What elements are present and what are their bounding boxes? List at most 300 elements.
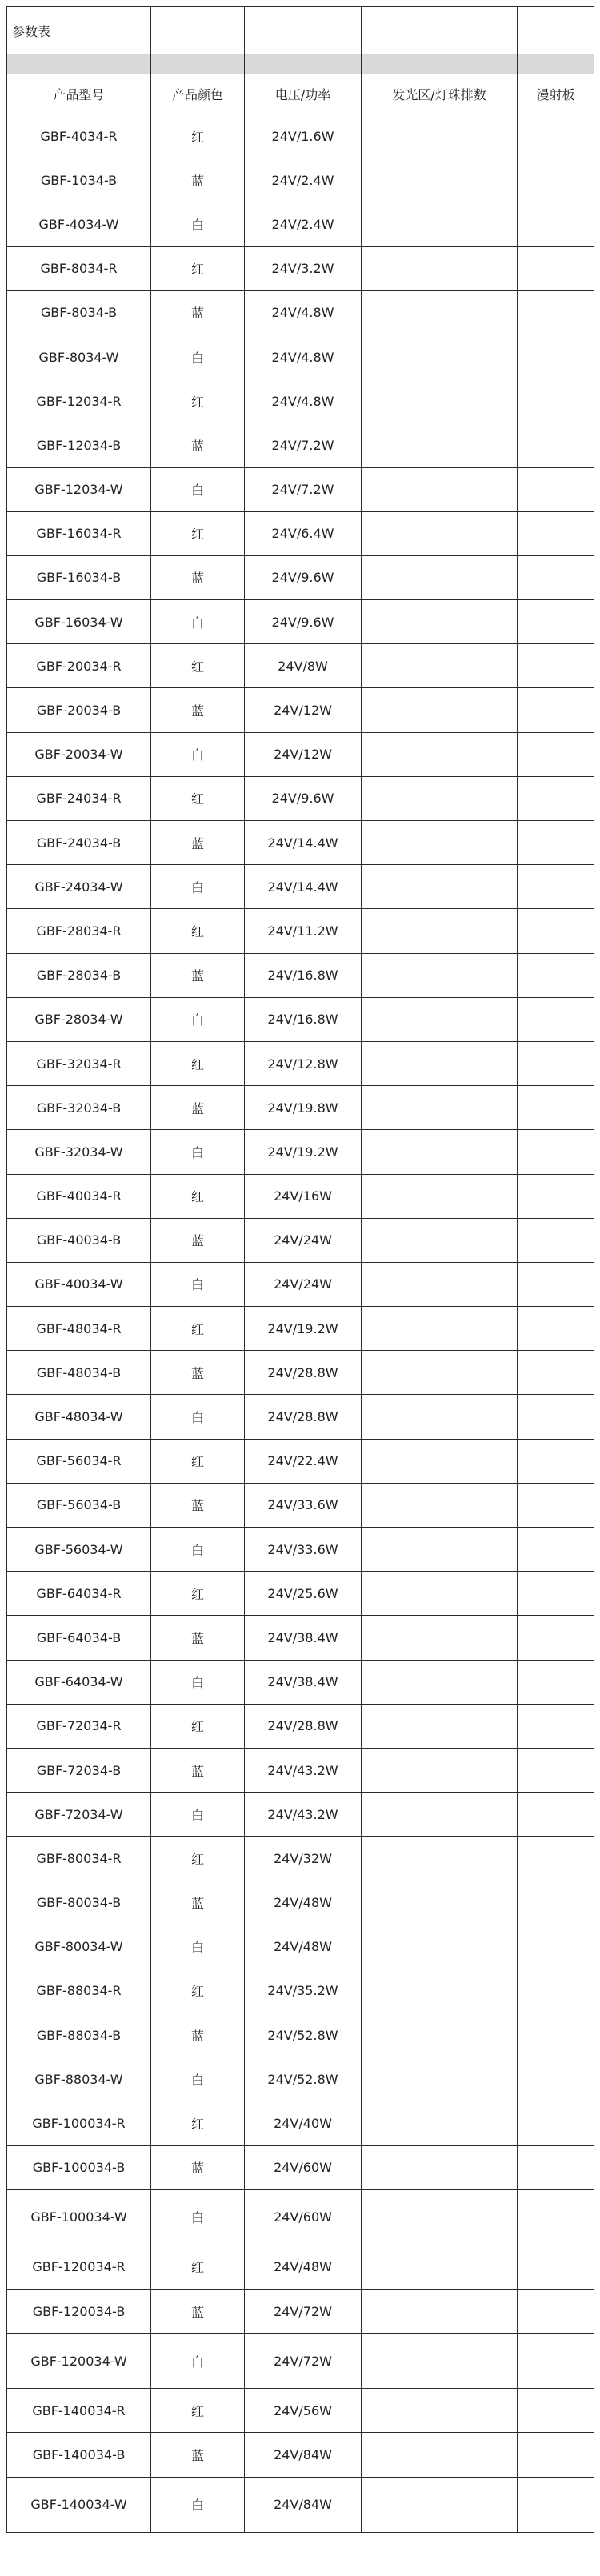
- cell-emitting-area: [362, 1262, 518, 1306]
- title-row-empty-cell: [362, 7, 518, 54]
- cell-color: 白: [151, 1925, 245, 1969]
- cell-color: 白: [151, 1793, 245, 1837]
- table-row: [7, 1395, 594, 1439]
- cell-voltage-power: 24V/2.4W: [245, 158, 362, 202]
- table-row: [7, 1483, 594, 1527]
- table-row: [7, 2389, 594, 2433]
- cell-emitting-area: [362, 1041, 518, 1085]
- cell-diffuser: [518, 246, 594, 290]
- table-row: [7, 246, 594, 290]
- cell-diffuser: [518, 997, 594, 1041]
- cell-color: 白: [151, 1262, 245, 1306]
- cell-color: 白: [151, 2477, 245, 2532]
- cell-voltage-power: 24V/19.2W: [245, 1130, 362, 1174]
- cell-color: 白: [151, 732, 245, 776]
- cell-model: GBF-72034-W: [7, 1793, 151, 1837]
- cell-model: GBF-32034-B: [7, 1086, 151, 1130]
- cell-diffuser: [518, 1130, 594, 1174]
- table-row: [7, 1837, 594, 1881]
- cell-emitting-area: [362, 290, 518, 335]
- cell-color: 白: [151, 1660, 245, 1704]
- cell-color: 蓝: [151, 2013, 245, 2057]
- cell-diffuser: [518, 423, 594, 467]
- cell-voltage-power: 24V/24W: [245, 1262, 362, 1306]
- table-row: [7, 2245, 594, 2289]
- cell-model: GBF-100034-R: [7, 2101, 151, 2145]
- cell-color: 白: [151, 2334, 245, 2389]
- cell-color: 蓝: [151, 423, 245, 467]
- cell-model: GBF-24034-R: [7, 776, 151, 820]
- cell-color: 红: [151, 2245, 245, 2289]
- cell-color: 红: [151, 2101, 245, 2145]
- cell-model: GBF-12034-R: [7, 379, 151, 423]
- cell-color: 蓝: [151, 1351, 245, 1395]
- cell-emitting-area: [362, 644, 518, 688]
- spacer-cell: [7, 54, 151, 74]
- title-row-empty-cell: [245, 7, 362, 54]
- cell-model: GBF-32034-W: [7, 1130, 151, 1174]
- cell-diffuser: [518, 1174, 594, 1218]
- cell-voltage-power: 24V/9.6W: [245, 555, 362, 599]
- cell-model: GBF-32034-R: [7, 1041, 151, 1085]
- cell-voltage-power: 24V/56W: [245, 2389, 362, 2433]
- gray-spacer-row: [7, 54, 594, 74]
- cell-diffuser: [518, 1572, 594, 1616]
- cell-emitting-area: [362, 1130, 518, 1174]
- cell-model: GBF-64034-B: [7, 1616, 151, 1660]
- cell-emitting-area: [362, 1351, 518, 1395]
- cell-emitting-area: [362, 511, 518, 555]
- cell-model: GBF-80034-R: [7, 1837, 151, 1881]
- cell-model: GBF-88034-W: [7, 2057, 151, 2101]
- cell-voltage-power: 24V/2.4W: [245, 202, 362, 246]
- header-color: 产品颜色: [151, 74, 245, 114]
- cell-model: GBF-4034-W: [7, 202, 151, 246]
- cell-model: GBF-72034-R: [7, 1704, 151, 1748]
- cell-diffuser: [518, 1439, 594, 1483]
- cell-emitting-area: [362, 158, 518, 202]
- spacer-cell: [362, 54, 518, 74]
- cell-diffuser: [518, 2389, 594, 2433]
- title-row-empty-cell: [151, 7, 245, 54]
- cell-diffuser: [518, 1660, 594, 1704]
- cell-voltage-power: 24V/12.8W: [245, 1041, 362, 1085]
- cell-model: GBF-20034-W: [7, 732, 151, 776]
- cell-color: 蓝: [151, 1483, 245, 1527]
- cell-voltage-power: 24V/6.4W: [245, 511, 362, 555]
- cell-diffuser: [518, 511, 594, 555]
- cell-emitting-area: [362, 555, 518, 599]
- cell-color: 红: [151, 909, 245, 953]
- cell-model: GBF-120034-R: [7, 2245, 151, 2289]
- cell-voltage-power: 24V/4.8W: [245, 335, 362, 379]
- cell-model: GBF-120034-W: [7, 2334, 151, 2389]
- cell-model: GBF-40034-B: [7, 1218, 151, 1262]
- cell-diffuser: [518, 1837, 594, 1881]
- cell-emitting-area: [362, 2013, 518, 2057]
- cell-emitting-area: [362, 1793, 518, 1837]
- cell-color: 蓝: [151, 1218, 245, 1262]
- table-row: [7, 1218, 594, 1262]
- cell-model: GBF-100034-W: [7, 2189, 151, 2245]
- cell-diffuser: [518, 1395, 594, 1439]
- cell-model: GBF-8034-B: [7, 290, 151, 335]
- cell-voltage-power: 24V/4.8W: [245, 290, 362, 335]
- cell-diffuser: [518, 290, 594, 335]
- cell-voltage-power: 24V/16W: [245, 1174, 362, 1218]
- table-row: [7, 1793, 594, 1837]
- header-model: 产品型号: [7, 74, 151, 114]
- table-row: [7, 379, 594, 423]
- cell-diffuser: [518, 2433, 594, 2477]
- table-row: [7, 1660, 594, 1704]
- cell-voltage-power: 24V/52.8W: [245, 2057, 362, 2101]
- cell-color: 蓝: [151, 1748, 245, 1792]
- cell-color: 蓝: [151, 2433, 245, 2477]
- cell-emitting-area: [362, 2433, 518, 2477]
- cell-model: GBF-120034-B: [7, 2290, 151, 2334]
- cell-emitting-area: [362, 997, 518, 1041]
- cell-color: 蓝: [151, 953, 245, 997]
- cell-voltage-power: 24V/24W: [245, 1218, 362, 1262]
- cell-voltage-power: 24V/14.4W: [245, 865, 362, 909]
- cell-emitting-area: [362, 600, 518, 644]
- cell-voltage-power: 24V/19.2W: [245, 1307, 362, 1351]
- cell-voltage-power: 24V/33.6W: [245, 1528, 362, 1572]
- cell-emitting-area: [362, 246, 518, 290]
- table-row: [7, 1969, 594, 2013]
- cell-diffuser: [518, 644, 594, 688]
- table-row: [7, 1041, 594, 1085]
- cell-emitting-area: [362, 909, 518, 953]
- cell-model: GBF-20034-B: [7, 688, 151, 732]
- cell-emitting-area: [362, 865, 518, 909]
- cell-model: GBF-56034-W: [7, 1528, 151, 1572]
- table-row: [7, 644, 594, 688]
- cell-voltage-power: 24V/43.2W: [245, 1793, 362, 1837]
- cell-model: GBF-24034-B: [7, 821, 151, 865]
- cell-emitting-area: [362, 1881, 518, 1925]
- table-row: [7, 1174, 594, 1218]
- cell-diffuser: [518, 1748, 594, 1792]
- cell-emitting-area: [362, 953, 518, 997]
- cell-emitting-area: [362, 1395, 518, 1439]
- cell-color: 红: [151, 1041, 245, 1085]
- cell-emitting-area: [362, 2245, 518, 2289]
- table-row: [7, 1616, 594, 1660]
- cell-color: 红: [151, 379, 245, 423]
- table-row: [7, 2189, 594, 2245]
- cell-voltage-power: 24V/22.4W: [245, 1439, 362, 1483]
- cell-model: GBF-72034-B: [7, 1748, 151, 1792]
- cell-color: 红: [151, 246, 245, 290]
- cell-color: 红: [151, 1174, 245, 1218]
- cell-emitting-area: [362, 2145, 518, 2189]
- cell-voltage-power: 24V/48W: [245, 2245, 362, 2289]
- cell-voltage-power: 24V/7.2W: [245, 467, 362, 511]
- cell-color: 蓝: [151, 688, 245, 732]
- cell-emitting-area: [362, 1660, 518, 1704]
- cell-voltage-power: 24V/52.8W: [245, 2013, 362, 2057]
- cell-voltage-power: 24V/9.6W: [245, 776, 362, 820]
- cell-color: 蓝: [151, 555, 245, 599]
- cell-color: 白: [151, 467, 245, 511]
- cell-model: GBF-16034-R: [7, 511, 151, 555]
- table-row: [7, 335, 594, 379]
- cell-emitting-area: [362, 1218, 518, 1262]
- spacer-cell: [518, 54, 594, 74]
- cell-voltage-power: 24V/48W: [245, 1925, 362, 1969]
- cell-diffuser: [518, 114, 594, 158]
- cell-emitting-area: [362, 1925, 518, 1969]
- cell-emitting-area: [362, 379, 518, 423]
- cell-color: 红: [151, 1307, 245, 1351]
- cell-emitting-area: [362, 2389, 518, 2433]
- cell-color: 红: [151, 1969, 245, 2013]
- cell-model: GBF-140034-R: [7, 2389, 151, 2433]
- cell-color: 红: [151, 644, 245, 688]
- cell-model: GBF-48034-W: [7, 1395, 151, 1439]
- cell-emitting-area: [362, 423, 518, 467]
- cell-color: 红: [151, 511, 245, 555]
- table-row: [7, 2145, 594, 2189]
- table-row: [7, 600, 594, 644]
- cell-emitting-area: [362, 1704, 518, 1748]
- cell-diffuser: [518, 1218, 594, 1262]
- cell-emitting-area: [362, 2477, 518, 2532]
- cell-emitting-area: [362, 732, 518, 776]
- header-emitting-area: 发光区/灯珠排数: [362, 74, 518, 114]
- cell-voltage-power: 24V/16.8W: [245, 953, 362, 997]
- cell-voltage-power: 24V/38.4W: [245, 1616, 362, 1660]
- table-row: [7, 467, 594, 511]
- cell-model: GBF-16034-B: [7, 555, 151, 599]
- cell-model: GBF-40034-R: [7, 1174, 151, 1218]
- cell-model: GBF-8034-W: [7, 335, 151, 379]
- table-title: 参数表: [7, 7, 151, 54]
- table-row: [7, 776, 594, 820]
- cell-emitting-area: [362, 2189, 518, 2245]
- cell-diffuser: [518, 1704, 594, 1748]
- table-row: [7, 2334, 594, 2389]
- cell-diffuser: [518, 467, 594, 511]
- cell-model: GBF-48034-B: [7, 1351, 151, 1395]
- cell-color: 红: [151, 2389, 245, 2433]
- cell-voltage-power: 24V/40W: [245, 2101, 362, 2145]
- header-diffuser: 漫射板: [518, 74, 594, 114]
- cell-emitting-area: [362, 2057, 518, 2101]
- cell-emitting-area: [362, 1748, 518, 1792]
- cell-color: 蓝: [151, 1086, 245, 1130]
- cell-model: GBF-80034-W: [7, 1925, 151, 1969]
- cell-diffuser: [518, 909, 594, 953]
- cell-model: GBF-12034-W: [7, 467, 151, 511]
- cell-voltage-power: 24V/16.8W: [245, 997, 362, 1041]
- table-row: [7, 2057, 594, 2101]
- cell-diffuser: [518, 202, 594, 246]
- cell-diffuser: [518, 953, 594, 997]
- cell-model: GBF-16034-W: [7, 600, 151, 644]
- cell-model: GBF-12034-B: [7, 423, 151, 467]
- table-row: [7, 2290, 594, 2334]
- table-row: [7, 1881, 594, 1925]
- table-row: [7, 202, 594, 246]
- cell-color: 红: [151, 1439, 245, 1483]
- cell-diffuser: [518, 865, 594, 909]
- cell-voltage-power: 24V/33.6W: [245, 1483, 362, 1527]
- cell-emitting-area: [362, 1439, 518, 1483]
- cell-diffuser: [518, 2189, 594, 2245]
- cell-diffuser: [518, 2477, 594, 2532]
- table-row: [7, 953, 594, 997]
- cell-model: GBF-64034-W: [7, 1660, 151, 1704]
- cell-diffuser: [518, 2145, 594, 2189]
- cell-emitting-area: [362, 1174, 518, 1218]
- cell-emitting-area: [362, 467, 518, 511]
- table-row: [7, 2101, 594, 2145]
- cell-model: GBF-28034-W: [7, 997, 151, 1041]
- table-row: [7, 1439, 594, 1483]
- cell-diffuser: [518, 776, 594, 820]
- table-row: [7, 1748, 594, 1792]
- cell-diffuser: [518, 600, 594, 644]
- cell-diffuser: [518, 1086, 594, 1130]
- spacer-cell: [151, 54, 245, 74]
- cell-voltage-power: 24V/84W: [245, 2433, 362, 2477]
- cell-color: 白: [151, 1395, 245, 1439]
- cell-color: 白: [151, 2189, 245, 2245]
- cell-emitting-area: [362, 2334, 518, 2389]
- cell-color: 白: [151, 1130, 245, 1174]
- table-row: [7, 1528, 594, 1572]
- cell-emitting-area: [362, 1086, 518, 1130]
- table-row: [7, 1086, 594, 1130]
- title-row-empty-cell: [518, 7, 594, 54]
- table-row: [7, 732, 594, 776]
- table-title-row: [7, 7, 594, 54]
- cell-voltage-power: 24V/12W: [245, 688, 362, 732]
- cell-emitting-area: [362, 1969, 518, 2013]
- cell-model: GBF-140034-W: [7, 2477, 151, 2532]
- table-row: [7, 2433, 594, 2477]
- cell-model: GBF-56034-B: [7, 1483, 151, 1527]
- cell-model: GBF-24034-W: [7, 865, 151, 909]
- cell-diffuser: [518, 1925, 594, 1969]
- cell-diffuser: [518, 158, 594, 202]
- cell-diffuser: [518, 1528, 594, 1572]
- cell-model: GBF-56034-R: [7, 1439, 151, 1483]
- cell-color: 蓝: [151, 2290, 245, 2334]
- table-row: [7, 1572, 594, 1616]
- cell-diffuser: [518, 379, 594, 423]
- cell-voltage-power: 24V/28.8W: [245, 1351, 362, 1395]
- table-row: [7, 909, 594, 953]
- cell-voltage-power: 24V/25.6W: [245, 1572, 362, 1616]
- cell-color: 蓝: [151, 1881, 245, 1925]
- cell-diffuser: [518, 335, 594, 379]
- cell-color: 白: [151, 202, 245, 246]
- cell-emitting-area: [362, 1616, 518, 1660]
- cell-color: 白: [151, 1528, 245, 1572]
- cell-color: 白: [151, 600, 245, 644]
- cell-voltage-power: 24V/48W: [245, 1881, 362, 1925]
- cell-color: 蓝: [151, 2145, 245, 2189]
- cell-emitting-area: [362, 1307, 518, 1351]
- cell-emitting-area: [362, 2101, 518, 2145]
- cell-voltage-power: 24V/11.2W: [245, 909, 362, 953]
- cell-color: 红: [151, 1837, 245, 1881]
- table-row: [7, 821, 594, 865]
- table-row: [7, 1925, 594, 1969]
- cell-emitting-area: [362, 688, 518, 732]
- cell-diffuser: [518, 732, 594, 776]
- cell-diffuser: [518, 2334, 594, 2389]
- cell-diffuser: [518, 1262, 594, 1306]
- cell-model: GBF-64034-R: [7, 1572, 151, 1616]
- cell-diffuser: [518, 821, 594, 865]
- cell-diffuser: [518, 1483, 594, 1527]
- table-row: [7, 1704, 594, 1748]
- cell-voltage-power: 24V/3.2W: [245, 246, 362, 290]
- cell-voltage-power: 24V/35.2W: [245, 1969, 362, 2013]
- cell-color: 白: [151, 997, 245, 1041]
- cell-voltage-power: 24V/4.8W: [245, 379, 362, 423]
- table-row: [7, 555, 594, 599]
- table-row: [7, 997, 594, 1041]
- cell-voltage-power: 24V/1.6W: [245, 114, 362, 158]
- cell-emitting-area: [362, 202, 518, 246]
- cell-diffuser: [518, 688, 594, 732]
- cell-voltage-power: 24V/12W: [245, 732, 362, 776]
- cell-emitting-area: [362, 1483, 518, 1527]
- cell-model: GBF-48034-R: [7, 1307, 151, 1351]
- cell-voltage-power: 24V/43.2W: [245, 1748, 362, 1792]
- table-row: [7, 1262, 594, 1306]
- table-row: [7, 865, 594, 909]
- cell-color: 红: [151, 776, 245, 820]
- parameter-table-body: [7, 7, 594, 2533]
- cell-voltage-power: 24V/38.4W: [245, 1660, 362, 1704]
- cell-diffuser: [518, 1351, 594, 1395]
- cell-diffuser: [518, 2245, 594, 2289]
- table-row: [7, 2013, 594, 2057]
- cell-diffuser: [518, 555, 594, 599]
- cell-model: GBF-4034-R: [7, 114, 151, 158]
- cell-emitting-area: [362, 1837, 518, 1881]
- cell-emitting-area: [362, 114, 518, 158]
- cell-model: GBF-28034-R: [7, 909, 151, 953]
- cell-voltage-power: 24V/28.8W: [245, 1704, 362, 1748]
- cell-voltage-power: 24V/72W: [245, 2290, 362, 2334]
- cell-voltage-power: 24V/14.4W: [245, 821, 362, 865]
- cell-color: 蓝: [151, 821, 245, 865]
- table-row: [7, 1307, 594, 1351]
- cell-voltage-power: 24V/84W: [245, 2477, 362, 2532]
- cell-voltage-power: 24V/60W: [245, 2145, 362, 2189]
- cell-color: 红: [151, 1704, 245, 1748]
- table-row: [7, 423, 594, 467]
- table-row: [7, 511, 594, 555]
- cell-model: GBF-1034-B: [7, 158, 151, 202]
- cell-diffuser: [518, 2101, 594, 2145]
- cell-voltage-power: 24V/72W: [245, 2334, 362, 2389]
- cell-color: 白: [151, 2057, 245, 2101]
- cell-emitting-area: [362, 335, 518, 379]
- cell-emitting-area: [362, 1572, 518, 1616]
- cell-diffuser: [518, 1969, 594, 2013]
- cell-voltage-power: 24V/32W: [245, 1837, 362, 1881]
- cell-model: GBF-20034-R: [7, 644, 151, 688]
